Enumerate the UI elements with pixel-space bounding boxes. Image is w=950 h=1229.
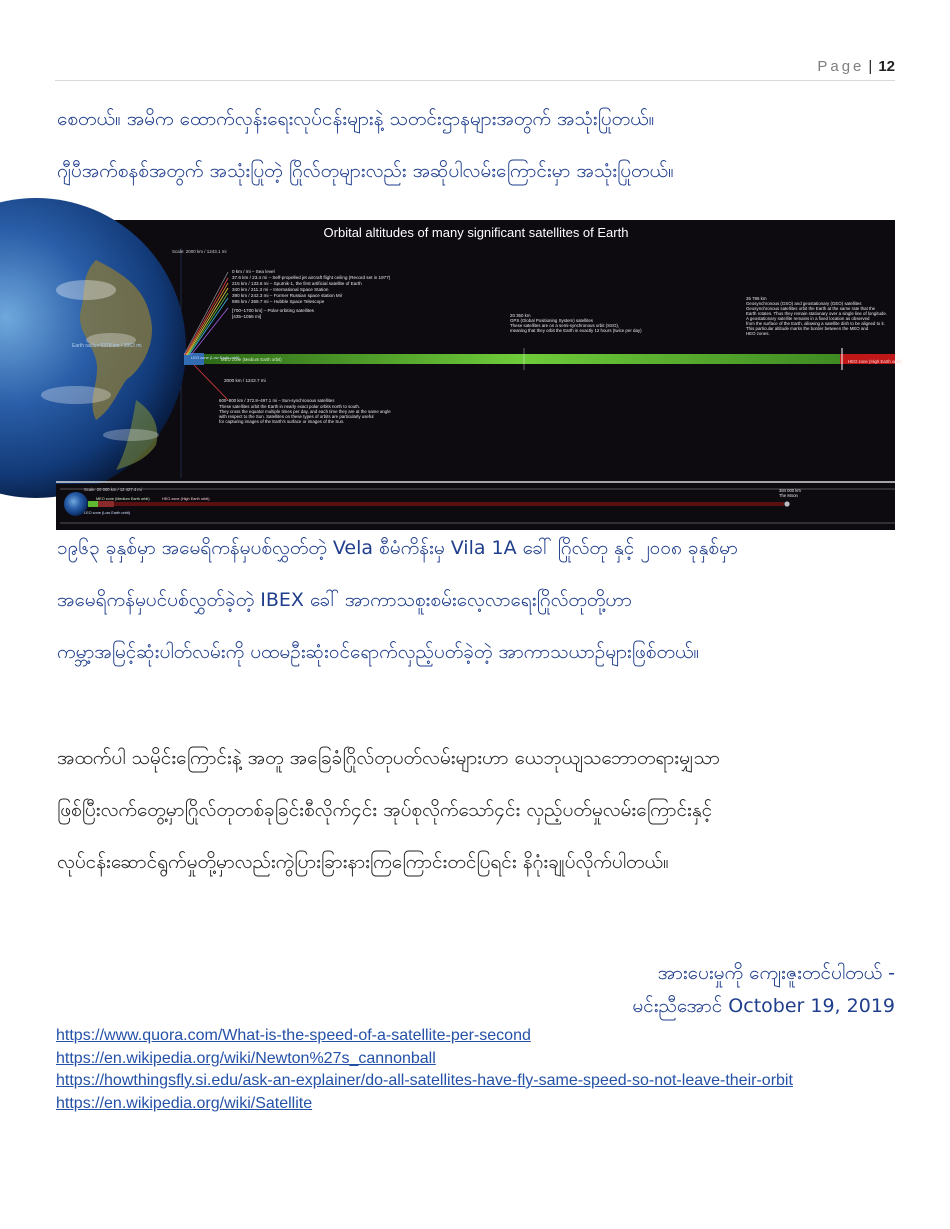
small-leo-label: LEO zone (Low Earth orbit) — [84, 511, 131, 515]
paragraph-bottom-line-1: အထက်ပါ သမိုင်းကြောင်းနဲ့ အတူ အခြေခံဂြိုလ်တုပတ်လမ်းများဟာ ယေဘုယျသဘောတရားမျှသာ — [57, 747, 720, 769]
geo-line: HEO zones. — [746, 331, 770, 336]
reference-links — [56, 1025, 793, 1115]
orbit-diagram — [56, 220, 902, 530]
moon-distance-label: 384 000 km — [779, 488, 801, 493]
geo-line: 35 786 km — [746, 296, 767, 301]
credit-line-1: အားပေးမှုကို ကျေးဇူးတင်ပါတယ် - — [657, 962, 895, 984]
small-meo-band — [88, 501, 98, 507]
leo-item: 215 km / 133.6 mi – Sputnik-1, the first artificial satellite of Earth — [232, 281, 362, 286]
km2000-label: 2000 km / 1243.7 mi — [224, 378, 266, 383]
small-heo-label: HEO zone (High Earth orbit) — [162, 497, 210, 501]
leo-item: [700–1700 km] – Polar-orbiting satellites — [232, 308, 314, 313]
page-number — [817, 58, 895, 75]
paragraph-mid-line-3: ကမ္ဘာ့အမြင့်ဆုံးပါတ်လမ်းကို ပထမဦးဆုံးဝင်ရောက်လှည့်ပတ်ခဲ့တဲ့ အာကာသယာဉ်များဖြစ်တယ်။ — [57, 641, 700, 663]
page-number-value: 12 — [878, 58, 895, 75]
leo-zone-label: LEO zone (Low Earth orbit) — [191, 355, 240, 360]
small-heo-band — [114, 502, 784, 506]
reference-link-wikipedia-satellite[interactable]: https://en.wikipedia.org/wiki/Satellite — [56, 1094, 313, 1112]
sun-sync-line: These satellites orbit the Earth in nearly exact polar orbits north to south. — [219, 404, 361, 409]
orbit-figure — [56, 220, 902, 530]
sun-sync-line: with respect to the Sun. Satellites on these types of orbits are particularly useful — [219, 414, 374, 419]
leo-item: 37.6 km / 23.4 mi – Self-propelled jet aircraft flight ceiling (Record set in 1977) — [232, 275, 391, 280]
moon-name-label: The Moon — [779, 493, 798, 498]
credit-line-2: မင်းညီအောင် October 19, 2019 — [632, 995, 895, 1017]
geo-line: A geostationary satellite remains in a fixed location as observed — [746, 316, 870, 321]
gps-line: meaning that they orbit the Earth in exactly 12 hours (twice per day) — [510, 328, 642, 333]
gps-line: GPS (Global Positioning System) satellites — [510, 318, 593, 323]
sun-sync-line: for capturing images of the Earth's surface or images of the Sun. — [219, 419, 345, 424]
paragraph-top-line-1: စေတယ်။ အမိက ထောက်လှန်းရေးလုပ်ငန်းများနဲ့ သတင်းဌာနများအတွက် အသုံးပြုတယ်။ — [57, 108, 655, 130]
gps-line: These satellites are on a semi-synchronous orbit (SSO), — [510, 323, 620, 328]
page-separator: | — [868, 58, 873, 75]
page-word: Page — [817, 58, 865, 75]
leo-item: 390 km / 242.3 mi – Former Russian space station Mir — [232, 293, 343, 298]
geo-line: Geosynchronous satellites orbit the Earth at the same rate that the — [746, 306, 876, 311]
paragraph-top-line-2: ဂျီပီအက်စနစ်အတွက် အသုံးပြုတဲ့ ဂြိုလ်တုများလည်း အဆိုပါလမ်းကြောင်းမှာ အသုံးပြုတယ်။ — [57, 160, 674, 182]
moon-icon — [784, 501, 789, 506]
page-header — [55, 56, 895, 81]
paragraph-bottom-line-3: လုပ်ငန်းဆောင်ရွက်မှုတို့မှာလည်းကွဲပြားခြားနားကြကြောင်းတင်ပြရင်း နိဂုံးချုပ်လိုက်ပါတယ်။ — [57, 851, 669, 873]
paragraph-mid-line-2: အမေရိကန်မှပင်ပစ်လွှတ်ခဲ့တဲ့ IBEX ခေါ် အာကာသစူးစမ်းလေ့လာရေးဂြိုလ်တုတို့ဟာ — [57, 589, 632, 611]
bottom-scale-label: Scale: 20 000 km / 12 427.4 mi — [84, 487, 142, 492]
reference-link-quora[interactable]: https://www.quora.com/What-is-the-speed-of-a-satellite-per-second — [56, 1027, 531, 1044]
reference-link-newtons-cannonball[interactable]: https://en.wikipedia.org/wiki/Newton%27s_cannonball — [56, 1049, 436, 1067]
leo-item: 595 km / 369.7 mi – Hubble Space Telescope — [232, 299, 325, 304]
earth-radius-label: Earth radius 6378 km / 3963 mi — [72, 343, 142, 349]
geo-line: This particular altitude marks the border between the MEO and — [746, 326, 869, 331]
small-meo-label: MEO zone (Medium Earth orbit) — [96, 497, 150, 501]
paragraph-mid-line-1: ၁၉၆၃ ခုနှစ်မှာ အမေရိကန်မှပစ်လွှတ်တဲ့ Vela စီမံကိန်းမှ Vila 1A ခေါ် ဂြိုလ်တု နှင့် ၂၀၀၈ ခုနှစ်မှာ — [57, 537, 738, 559]
scale-label: Scale: 2000 km / 1243.1 mi — [172, 249, 227, 254]
small-heo-band-dark — [98, 501, 114, 507]
heo-zone-label: HEO zone (High Earth orbit) — [848, 359, 902, 364]
gps-line: 20 350 km — [510, 313, 531, 318]
geo-line: Earth rotates. Thus they remain stationary over a single line of longitude. — [746, 311, 887, 316]
bottom-scale-strip — [56, 484, 895, 530]
geo-line: Geosynchronous (GSO) and geostationary (GEO) satellites — [746, 301, 862, 306]
paragraph-bottom-line-2: ဖြစ်ပြီးလက်တွေ့မှာဂြိုလ်တုတစ်ခုခြင်းစီလိုက်၄င်း အုပ်စုလိုက်သော်၄င်း လှည့်ပတ်မှုလမ်းကြောင်းနှင့် — [57, 799, 713, 821]
leo-item: 340 km / 211.3 mi – International Space Station — [232, 287, 329, 292]
leo-item: [435–1056 mi] — [232, 314, 262, 319]
leo-item: 0 km / mi – Sea level — [232, 269, 275, 274]
figure-title: Orbital altitudes of many significant satellites of Earth — [323, 225, 629, 240]
sun-sync-line: 600–800 km / 372.8–497.1 mi – Sun-synchronous satellites — [219, 398, 335, 403]
sun-sync-line: They cross the equator multiple times per day, and each time they are at the same angle — [219, 409, 391, 414]
reference-link-howthingsfly[interactable]: https://howthingsfly.si.edu/ask-an-explainer/do-all-satellites-have-fly-same-speed-so-not-leave-their-orbit — [56, 1072, 793, 1089]
meo-zone-label: MEO zone (Medium Earth orbit) — [221, 357, 282, 362]
meo-zone-band — [204, 354, 840, 364]
geo-line: from the surface of the Earth, allowing a satellite dish to be aligned to it. — [746, 321, 885, 326]
